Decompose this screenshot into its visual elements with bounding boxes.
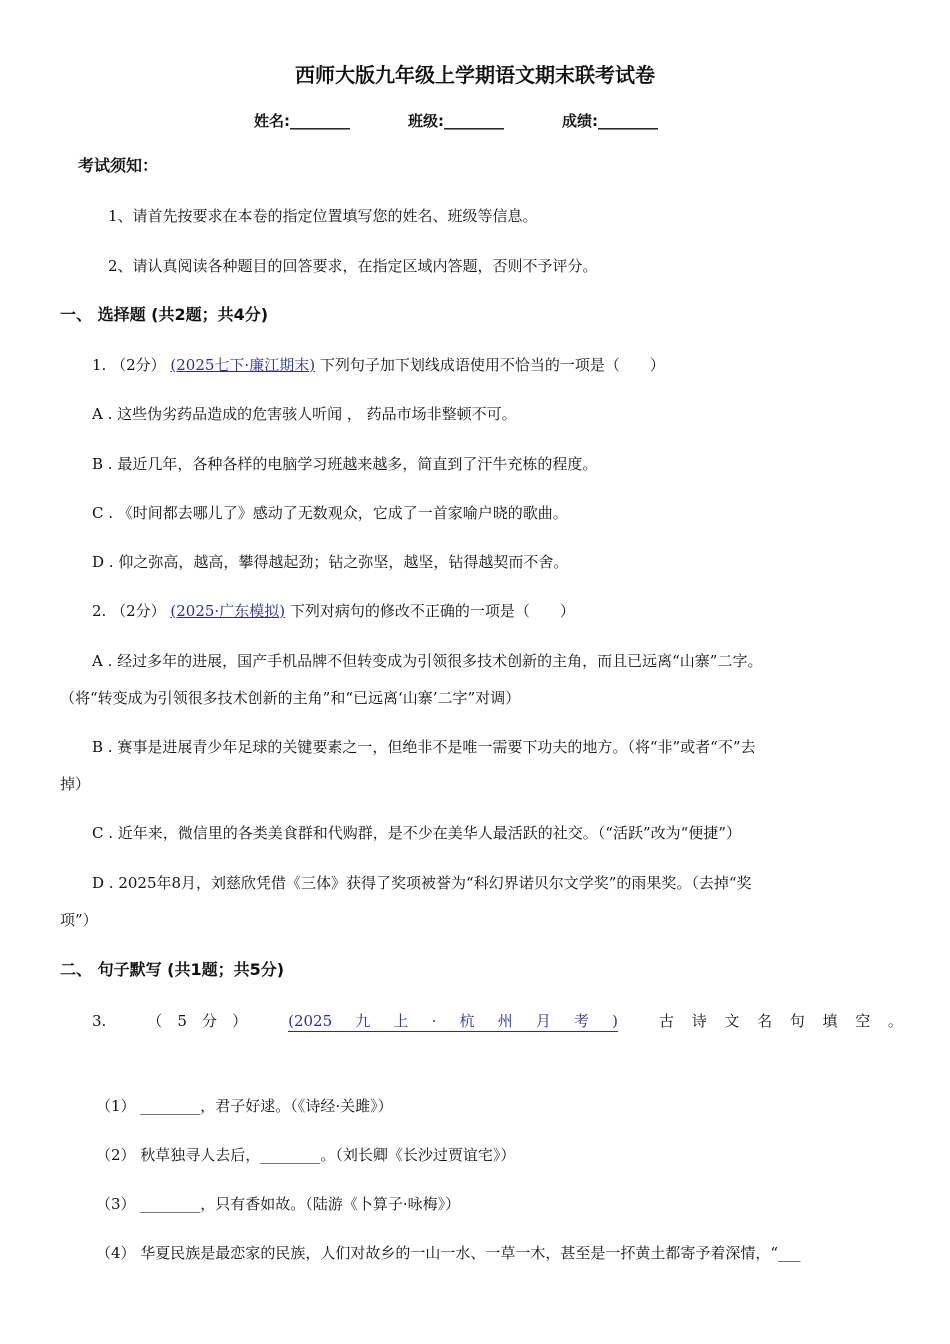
q1-stem: 下列句子加下划线成语使用不恰当的一项是（ ） xyxy=(319,356,665,374)
q1-option-d: D . 仰之弥高，越高，攀得越起劲；钻之弥坚，越坚，钻得越契而不舍。 xyxy=(92,553,569,571)
q3-stem: 古 诗 文 名 句 填 空 。 xyxy=(658,1012,903,1030)
q1-option-c: C . 《时间都去哪儿了》感动了无数观众，它成了一首家喻户晓的歌曲。 xyxy=(92,504,568,522)
question-3 xyxy=(92,1011,903,1032)
q2-option-d-line2: 项”） xyxy=(60,911,98,929)
notice-item-2: 2、请认真阅读各种题目的回答要求，在指定区域内答题，否则不予评分。 xyxy=(108,257,598,275)
class-field[interactable]: 班级:________ xyxy=(408,112,504,130)
score-field[interactable]: 成绩:________ xyxy=(562,112,658,130)
q1-option-a: A . 这些伪劣药品造成的危害骇人听闻 ， 药品市场非整顿不可。 xyxy=(92,405,517,423)
q2-stem: 下列对病句的修改不正确的一项是（ ） xyxy=(289,602,575,620)
q2-option-d-line1: D . 2025年8月，刘慈欣凭借《三体》获得了奖项被誉为“科幻界诺贝尔文学奖”的雨果奖。（去掉“奖 xyxy=(92,874,752,892)
q3-item-1: （1） ________，君子好逑。（《诗经·关雎》） xyxy=(96,1097,393,1115)
question-2 xyxy=(92,601,575,621)
q2-prefix: 2. （2分） xyxy=(92,602,166,620)
q3-item-3: （3） ________，只有香如故。（陆游《卜算子·咏梅》） xyxy=(96,1195,461,1213)
notice-heading: 考试须知： xyxy=(78,156,159,175)
q3-source-link[interactable]: (2025 九 上 · 杭 州 月 考 ) xyxy=(288,1012,618,1030)
q2-option-a-line1: A . 经过多年的进展，国产手机品牌不但转变成为引领很多技术创新的主角，而且已远离“山寨”二字。 xyxy=(92,652,763,670)
q1-prefix: 1. （2分） xyxy=(92,356,166,374)
section-2-heading: 二、 句子默写 (共1题；共5分) xyxy=(60,960,285,979)
q2-option-a-line2: （将“转变成为引领很多技术创新的主角”和“已远离‘山寨’二字”对调） xyxy=(60,689,521,707)
q1-option-b: B . 最近几年，各种各样的电脑学习班越来越多，简直到了汗牛充栋的程度。 xyxy=(92,455,598,473)
q2-option-b-line1: B . 赛事是进展青少年足球的关键要素之一，但绝非不是唯一需要下功夫的地方。（将“非”或者“不”去 xyxy=(92,738,756,756)
q2-option-b-line2: 掉） xyxy=(60,775,91,793)
name-field[interactable]: 姓名:________ xyxy=(254,112,350,130)
q3-item-2: （2） 秋草独寻人去后，________。（刘长卿《长沙过贾谊宅》） xyxy=(96,1146,516,1164)
section-1-heading: 一、 选择题 (共2题；共4分) xyxy=(60,305,269,324)
student-info-row xyxy=(254,111,716,131)
q3-number: 3. xyxy=(92,1012,107,1030)
q2-option-c: C . 近年来，微信里的各类美食群和代购群，是不少在美华人最活跃的社交。（“活跃”改为“便捷”） xyxy=(92,824,741,842)
notice-item-1: 1、请首先按要求在本卷的指定位置填写您的姓名、班级等信息。 xyxy=(108,207,538,225)
q3-score: （ 5 分 ） xyxy=(147,1012,248,1030)
q3-item-4: （4） 华夏民族是最恋家的民族，人们对故乡的一山一水、一草一木，甚至是一抔黄土都寄予着深情，“___ xyxy=(96,1244,801,1262)
q1-source-link[interactable]: (2025七下·廉江期末) xyxy=(170,356,316,374)
page-title: 西师大版九年级上学期语文期末联考试卷 xyxy=(295,63,655,87)
question-1 xyxy=(92,355,665,375)
q2-source-link[interactable]: (2025·广东模拟) xyxy=(170,602,286,620)
